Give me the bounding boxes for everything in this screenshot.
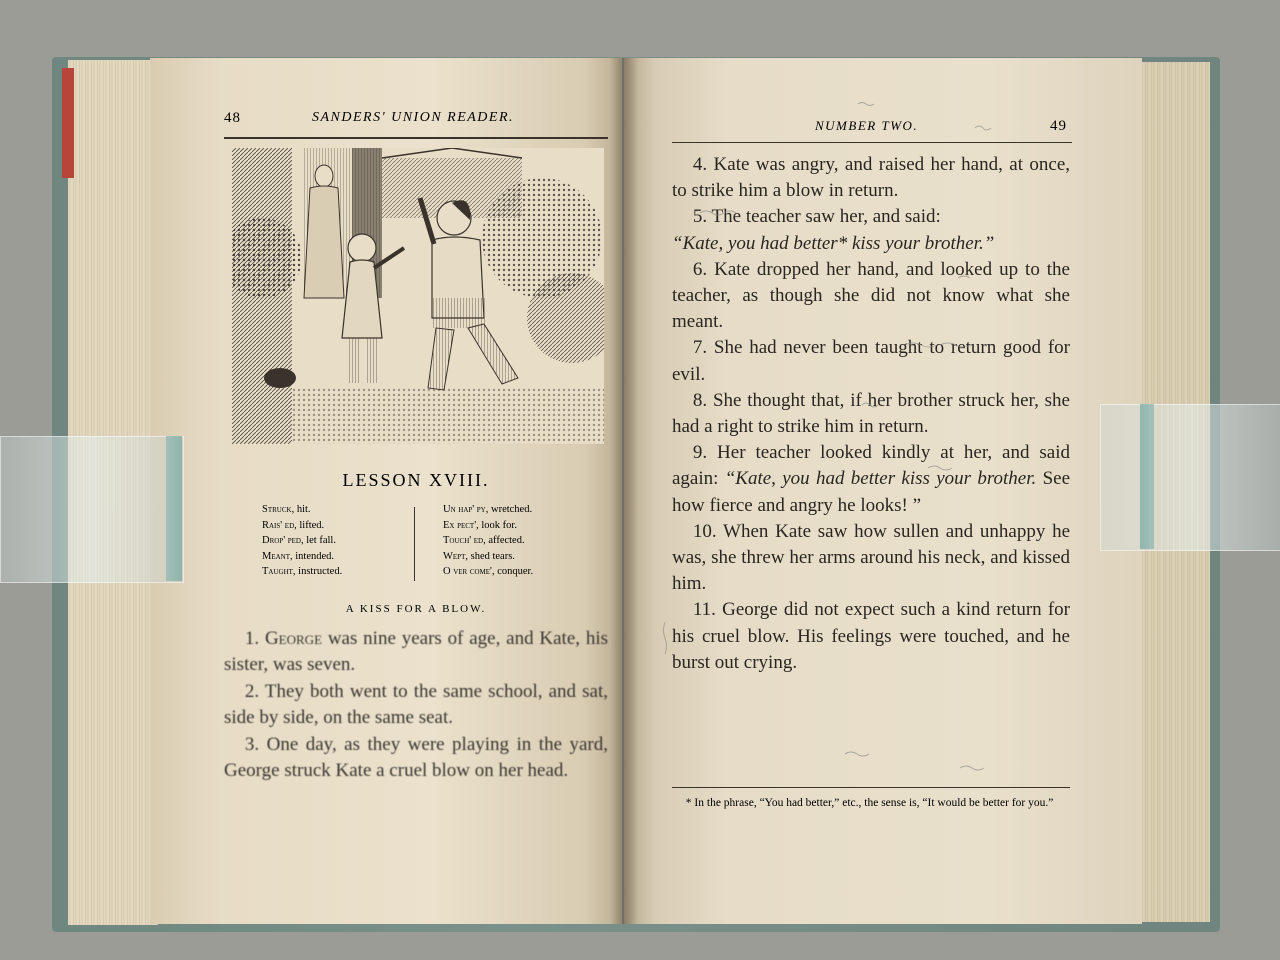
paragraph-text: 5. The teacher saw her, and said: bbox=[692, 206, 941, 228]
vocab-definition: , lifted. bbox=[294, 519, 325, 531]
paragraph-quote: “Kate, you had better kiss your brother. bbox=[724, 468, 1037, 490]
paragraph-text: 9. Her teacher looked kindly at her, and said again: bbox=[672, 442, 1070, 490]
paragraph-2: 2. They both went to the same school, and sat, side by side, on the same seat. bbox=[224, 680, 608, 729]
paragraph-8: 8. She thought that, if her brother struck her, she had a right to strike him in return. bbox=[672, 389, 1070, 438]
glass-weight-left-edge bbox=[166, 436, 182, 581]
paragraph-4: 4. Kate was angry, and raised her hand, at once, to strike him a blow in return. bbox=[672, 154, 1070, 202]
paragraph-11: 11. George did not expect such a kind return for his cruel blow. His feelings were touched, and he burst out crying. bbox=[672, 599, 1070, 673]
paragraph-3: 3. One day, as they were playing in the yard, George struck Kate a cruel blow on her head. bbox=[224, 733, 608, 782]
paragraph-name: George bbox=[264, 628, 323, 649]
vocab-definition: , let fall. bbox=[300, 535, 336, 546]
left-page-number: 48 bbox=[224, 110, 241, 126]
paragraph-6: 6. Kate dropped her hand, and looked up to the teacher, as though she did not know what she meant. bbox=[672, 258, 1070, 333]
vocab-definition: , shed tears. bbox=[465, 550, 515, 562]
vocab-word: Taught bbox=[262, 566, 293, 577]
vocab-definition: , instructed. bbox=[292, 566, 343, 577]
vocab-word: Touch' ed bbox=[443, 535, 484, 546]
paragraph-text: was nine years of age, and Kate, his sister, was seven. bbox=[224, 628, 609, 676]
vocab-definition: , intended. bbox=[290, 550, 335, 562]
vocab-word: Drop' ped bbox=[262, 535, 301, 546]
paragraph-quote: “Kate, you had better* kiss your brother.” bbox=[672, 232, 995, 254]
vocab-word: Rais' ed bbox=[262, 519, 295, 531]
vocab-word: Struck bbox=[262, 504, 292, 515]
lesson-heading: LESSON XVIII. bbox=[342, 470, 490, 490]
paragraph-7: 7. She had never been taught to return good for evil. bbox=[672, 337, 1070, 385]
vocab-word: O ver come' bbox=[443, 566, 492, 577]
story-subheading: A KISS FOR A BLOW. bbox=[345, 603, 487, 615]
vocab-definition: , hit. bbox=[291, 504, 311, 515]
glass-weight-right-edge bbox=[1140, 404, 1154, 549]
vocab-word: Un hap' py bbox=[443, 504, 486, 515]
vocab-definition: , wretched. bbox=[485, 504, 533, 515]
vocab-definition: , affected. bbox=[483, 535, 525, 546]
vocab-definition: , look for. bbox=[476, 519, 517, 531]
vocab-word: Meant bbox=[262, 550, 290, 562]
paragraph-number: 1. bbox=[244, 628, 260, 649]
vocab-definition: , conquer. bbox=[491, 566, 534, 577]
right-running-title: NUMBER TWO. bbox=[815, 118, 919, 133]
right-page-number: 49 bbox=[1050, 118, 1067, 134]
paragraph-text: See how fierce and angry he looks! ” bbox=[672, 468, 1070, 516]
glass-weight-left bbox=[0, 436, 184, 583]
footnote: * In the phrase, “You had better,” etc., the sense is, “It would be better for you.” bbox=[685, 797, 1054, 809]
left-running-title: SANDERS' UNION READER. bbox=[312, 110, 515, 125]
vocab-word: Ex pect' bbox=[443, 519, 477, 531]
glass-weight-right bbox=[1100, 404, 1280, 551]
vocab-word: Wept bbox=[443, 550, 466, 562]
paragraph-10: 10. When Kate saw how sullen and unhappy he was, she threw her arms around his neck, and kissed him. bbox=[672, 520, 1070, 595]
